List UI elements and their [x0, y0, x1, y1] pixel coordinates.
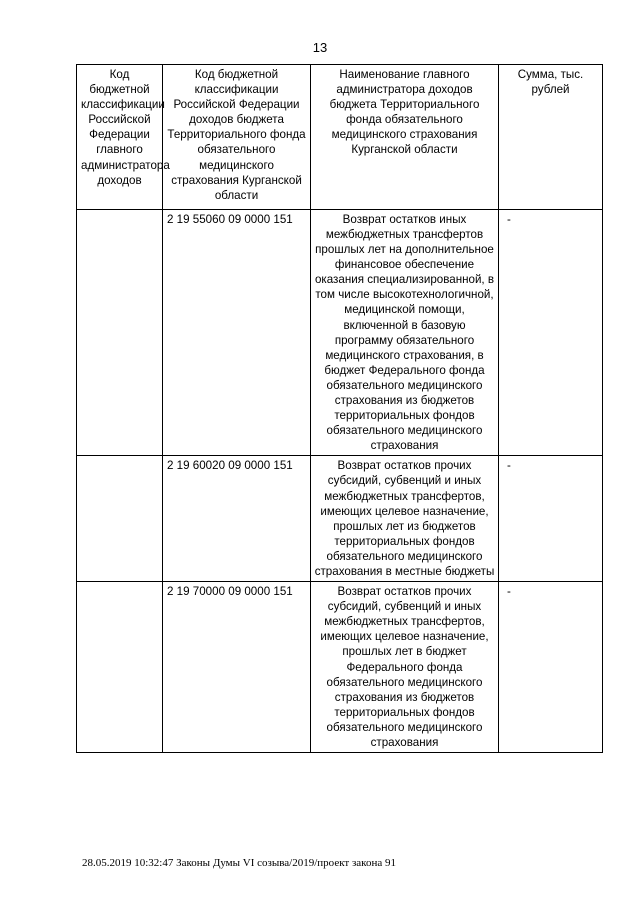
header-admin-name: Наименование главного администратора доходов бюджета Территориального фонда обязательного медицинского страхования Курганской области: [311, 65, 499, 210]
budget-code-cell: 2 19 60020 09 0000 151: [163, 456, 311, 582]
header-admin-code: Код бюджетной классификации Российской Федерации главного администратора доходов: [77, 65, 163, 210]
admin-name-cell: Возврат остатков иных межбюджетных трансфертов прошлых лет на дополнительное финансовое обеспечение оказания специализированной, в том числе высокотехнологичной, медицинской помощи, включенной в базовую программу обязательного медицинского страхования, в бюджет Федерального фонда обязательного медицинского страхования из бюджетов территориальных фондов обязательного медицинского страхования: [311, 209, 499, 456]
admin-code-cell: [77, 456, 163, 582]
table-header-row: [77, 65, 603, 210]
budget-code-cell: 2 19 70000 09 0000 151: [163, 582, 311, 753]
header-amount: Сумма, тыс. рублей: [499, 65, 603, 210]
amount-cell: -: [499, 209, 603, 456]
admin-code-cell: [77, 582, 163, 753]
budget-code-cell: 2 19 55060 09 0000 151: [163, 209, 311, 456]
table-row: [77, 209, 603, 456]
document-footer: 28.05.2019 10:32:47 Законы Думы VI созыва/2019/проект закона 91: [82, 857, 396, 869]
header-budget-code: Код бюджетной классификации Российской Федерации доходов бюджета Территориального фонда обязательного медицинского страхования Курганской области: [163, 65, 311, 210]
admin-code-cell: [77, 209, 163, 456]
amount-cell: -: [499, 582, 603, 753]
revenue-table: [76, 64, 603, 753]
page-number: 13: [312, 40, 328, 55]
table-row: [77, 582, 603, 753]
table-row: [77, 456, 603, 582]
admin-name-cell: Возврат остатков прочих субсидий, субвенций и иных межбюджетных трансфертов, имеющих целевое назначение, прошлых лет в бюджет Федерального фонда обязательного медицинского страхования из бюджетов территориальных фондов обязательного медицинского страхования: [311, 582, 499, 753]
admin-name-cell: Возврат остатков прочих субсидий, субвенций и иных межбюджетных трансфертов, имеющих целевое назначение, прошлых лет из бюджетов территориальных фондов обязательного медицинского страхования в местные бюджеты: [311, 456, 499, 582]
amount-cell: -: [499, 456, 603, 582]
